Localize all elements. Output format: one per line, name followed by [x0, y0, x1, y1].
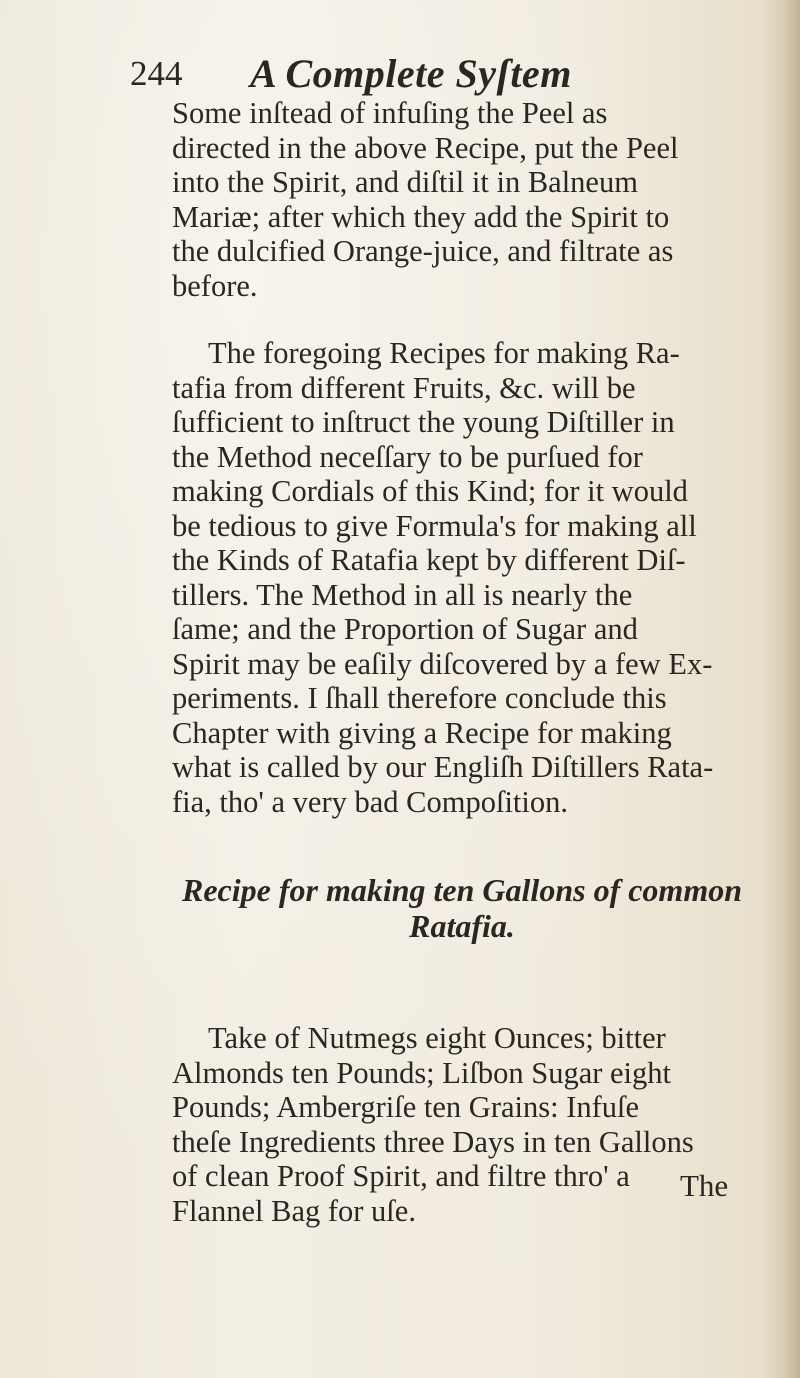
text-line: ſufficient to inſtruct the young Diſtiller in: [172, 405, 675, 439]
text-line: the dulcified Orange-juice, and filtrate as: [172, 234, 674, 268]
recipe-heading: [172, 872, 752, 944]
text-line: ſame; and the Proportion of Sugar and: [172, 612, 638, 646]
text-line: The foregoing Recipes for making Ra-: [208, 336, 680, 370]
heading-line: Recipe for making ten Gallons of common: [182, 872, 742, 908]
text-line: before.: [172, 268, 258, 303]
text-line: Spirit may be eaſily diſcovered by a few Ex-: [172, 646, 713, 681]
text-line: making Cordials of this Kind; for it would: [172, 474, 688, 508]
page-edge-shadow: [760, 0, 800, 1378]
text-line: periments. I ſhall therefore conclude this: [172, 681, 667, 715]
text-line: the Kinds of Ratafia kept by different Diſ-: [172, 543, 686, 577]
text-line: Flannel Bag for uſe.: [172, 1193, 416, 1228]
running-head: [130, 46, 690, 102]
text-line: Take of Nutmegs eight Ounces; bitter: [208, 1021, 666, 1055]
text-line: theſe Ingredients three Days in ten Gallons: [172, 1124, 694, 1159]
text-line: into the Spirit, and diſtil it in Balneum: [172, 165, 638, 199]
text-line: Chapter with giving a Recipe for making: [172, 715, 672, 750]
text-line: fia, tho' a very bad Compoſition.: [172, 784, 568, 819]
page-number: 244: [130, 54, 183, 93]
running-head-title: A Complete Syſtem: [250, 51, 572, 96]
catchword: The: [680, 1168, 729, 1203]
text-line: directed in the above Recipe, put the Peel: [172, 130, 679, 165]
text-line: tafia from different Fruits, &c. will be: [172, 370, 636, 405]
paragraph-1: [172, 96, 752, 303]
text-line: tillers. The Method in all is nearly the: [172, 577, 633, 612]
text-line: Mariæ; after which they add the Spirit to: [172, 199, 670, 234]
text-line: what is called by our Engliſh Diſtillers Rata-: [172, 750, 714, 784]
text-line: of clean Proof Spirit, and filtre thro' a: [172, 1159, 630, 1193]
paragraph-3: [172, 1021, 752, 1228]
heading-line: Ratafia.: [409, 908, 515, 944]
text-line: Almonds ten Pounds; Liſbon Sugar eight: [172, 1055, 672, 1090]
text-line: Some inſtead of infuſing the Peel as: [172, 96, 608, 130]
text-line: Pounds; Ambergriſe ten Grains: Infuſe: [172, 1090, 640, 1124]
paragraph-2: [172, 336, 752, 819]
text-line: be tedious to give Formula's for making all: [172, 508, 697, 543]
text-line: the Method neceſſary to be purſued for: [172, 439, 643, 474]
